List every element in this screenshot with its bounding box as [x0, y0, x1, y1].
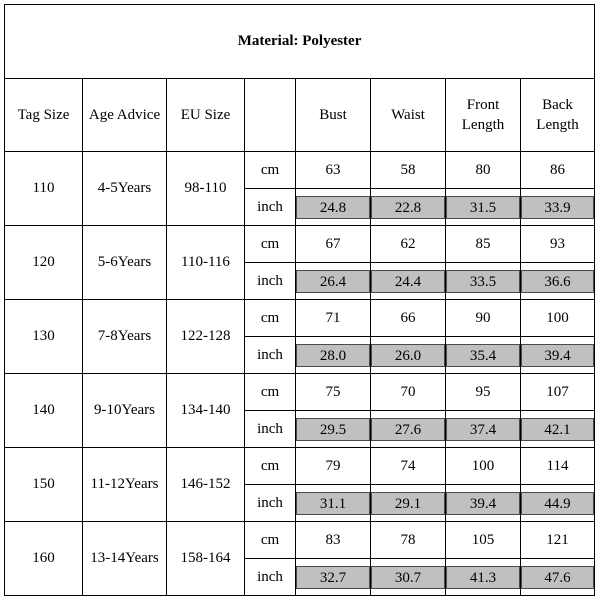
- unit-cm-label: cm: [245, 152, 296, 189]
- back-length-cm-value: 114: [521, 448, 595, 485]
- back-length-cm-value: 86: [521, 152, 595, 189]
- waist-inch-cell: [371, 559, 446, 596]
- bust-cm-value: 75: [296, 374, 371, 411]
- size-chart-table: [4, 4, 595, 596]
- bust-cm-value: 67: [296, 226, 371, 263]
- header-waist: Waist: [371, 79, 446, 152]
- front-length-inch-value: 39.4: [446, 492, 520, 515]
- age-advice-cell: 11-12Years: [83, 448, 167, 522]
- unit-inch-label: inch: [245, 337, 296, 374]
- bust-inch-cell: [296, 559, 371, 596]
- front-length-cm-value: 95: [446, 374, 521, 411]
- eu-size-cell: 98-110: [167, 152, 245, 226]
- front-length-inch-value: 37.4: [446, 418, 520, 441]
- waist-cm-value: 62: [371, 226, 446, 263]
- size-chart-body: [5, 5, 595, 596]
- back-length-inch-value: 39.4: [521, 344, 594, 367]
- bust-inch-value: 32.7: [296, 566, 370, 589]
- waist-cm-value: 66: [371, 300, 446, 337]
- back-length-cm-value: 100: [521, 300, 595, 337]
- tag-size-cell: 150: [5, 448, 83, 522]
- bust-inch-value: 29.5: [296, 418, 370, 441]
- unit-inch-label: inch: [245, 559, 296, 596]
- unit-cm-label: cm: [245, 226, 296, 263]
- front-length-inch-cell: [446, 411, 521, 448]
- front-length-inch-cell: [446, 263, 521, 300]
- back-length-inch-cell: [521, 411, 595, 448]
- back-length-inch-cell: [521, 337, 595, 374]
- tag-size-cell: 120: [5, 226, 83, 300]
- front-length-inch-cell: [446, 485, 521, 522]
- back-length-inch-cell: [521, 263, 595, 300]
- header-back-length-line1: Back: [542, 96, 573, 113]
- bust-inch-value: 28.0: [296, 344, 370, 367]
- tag-size-cell: 130: [5, 300, 83, 374]
- bust-inch-cell: [296, 263, 371, 300]
- bust-inch-value: 24.8: [296, 196, 370, 219]
- back-length-inch-cell: [521, 485, 595, 522]
- front-length-inch-value: 33.5: [446, 270, 520, 293]
- bust-inch-cell: [296, 485, 371, 522]
- waist-inch-cell: [371, 189, 446, 226]
- back-length-inch-value: 36.6: [521, 270, 594, 293]
- front-length-cm-value: 90: [446, 300, 521, 337]
- header-front-length: [446, 79, 521, 152]
- waist-inch-cell: [371, 411, 446, 448]
- size-row-cm: [5, 226, 595, 263]
- back-length-inch-cell: [521, 559, 595, 596]
- eu-size-cell: 122-128: [167, 300, 245, 374]
- bust-inch-cell: [296, 337, 371, 374]
- front-length-inch-value: 41.3: [446, 566, 520, 589]
- bust-inch-value: 26.4: [296, 270, 370, 293]
- header-eu-size: EU Size: [167, 79, 245, 152]
- material-title: Material: Polyester: [5, 5, 595, 79]
- waist-inch-value: 24.4: [371, 270, 445, 293]
- back-length-inch-value: 47.6: [521, 566, 594, 589]
- back-length-cm-value: 93: [521, 226, 595, 263]
- back-length-inch-value: 42.1: [521, 418, 594, 441]
- waist-inch-value: 26.0: [371, 344, 445, 367]
- unit-inch-label: inch: [245, 485, 296, 522]
- front-length-inch-cell: [446, 337, 521, 374]
- tag-size-cell: 140: [5, 374, 83, 448]
- header-back-length-line2: Length: [536, 117, 579, 133]
- waist-cm-value: 70: [371, 374, 446, 411]
- age-advice-cell: 7-8Years: [83, 300, 167, 374]
- waist-inch-cell: [371, 337, 446, 374]
- front-length-inch-cell: [446, 559, 521, 596]
- front-length-inch-cell: [446, 189, 521, 226]
- waist-inch-value: 27.6: [371, 418, 445, 441]
- age-advice-cell: 9-10Years: [83, 374, 167, 448]
- waist-inch-value: 22.8: [371, 196, 445, 219]
- header-tag-size: Tag Size: [5, 79, 83, 152]
- header-front-length-line1: Front: [466, 96, 500, 113]
- size-row-cm: [5, 522, 595, 559]
- header-bust: Bust: [296, 79, 371, 152]
- bust-cm-value: 71: [296, 300, 371, 337]
- bust-inch-cell: [296, 411, 371, 448]
- header-unit: [245, 79, 296, 152]
- bust-inch-cell: [296, 189, 371, 226]
- back-length-inch-cell: [521, 189, 595, 226]
- front-length-cm-value: 85: [446, 226, 521, 263]
- bust-cm-value: 79: [296, 448, 371, 485]
- front-length-cm-value: 100: [446, 448, 521, 485]
- unit-cm-label: cm: [245, 300, 296, 337]
- unit-inch-label: inch: [245, 263, 296, 300]
- header-back-length: [521, 79, 595, 152]
- unit-cm-label: cm: [245, 522, 296, 559]
- age-advice-cell: 4-5Years: [83, 152, 167, 226]
- size-row-cm: [5, 152, 595, 189]
- age-advice-cell: 5-6Years: [83, 226, 167, 300]
- back-length-cm-value: 121: [521, 522, 595, 559]
- eu-size-cell: 134-140: [167, 374, 245, 448]
- bust-cm-value: 63: [296, 152, 371, 189]
- tag-size-cell: 110: [5, 152, 83, 226]
- title-row: [5, 5, 595, 79]
- unit-inch-label: inch: [245, 411, 296, 448]
- front-length-inch-value: 35.4: [446, 344, 520, 367]
- waist-inch-cell: [371, 263, 446, 300]
- bust-inch-value: 31.1: [296, 492, 370, 515]
- front-length-cm-value: 105: [446, 522, 521, 559]
- waist-cm-value: 74: [371, 448, 446, 485]
- waist-cm-value: 78: [371, 522, 446, 559]
- size-row-cm: [5, 374, 595, 411]
- back-length-cm-value: 107: [521, 374, 595, 411]
- size-row-cm: [5, 448, 595, 485]
- back-length-inch-value: 33.9: [521, 196, 594, 219]
- eu-size-cell: 146-152: [167, 448, 245, 522]
- age-advice-cell: 13-14Years: [83, 522, 167, 596]
- eu-size-cell: 158-164: [167, 522, 245, 596]
- size-row-cm: [5, 300, 595, 337]
- waist-cm-value: 58: [371, 152, 446, 189]
- eu-size-cell: 110-116: [167, 226, 245, 300]
- header-front-length-line2: Length: [461, 117, 505, 133]
- back-length-inch-value: 44.9: [521, 492, 594, 515]
- waist-inch-cell: [371, 485, 446, 522]
- unit-cm-label: cm: [245, 374, 296, 411]
- header-age-advice: Age Advice: [83, 79, 167, 152]
- tag-size-cell: 160: [5, 522, 83, 596]
- unit-inch-label: inch: [245, 189, 296, 226]
- waist-inch-value: 30.7: [371, 566, 445, 589]
- bust-cm-value: 83: [296, 522, 371, 559]
- waist-inch-value: 29.1: [371, 492, 445, 515]
- unit-cm-label: cm: [245, 448, 296, 485]
- front-length-inch-value: 31.5: [446, 196, 520, 219]
- size-chart-sheet: [4, 4, 594, 596]
- front-length-cm-value: 80: [446, 152, 521, 189]
- header-row: [5, 79, 595, 152]
